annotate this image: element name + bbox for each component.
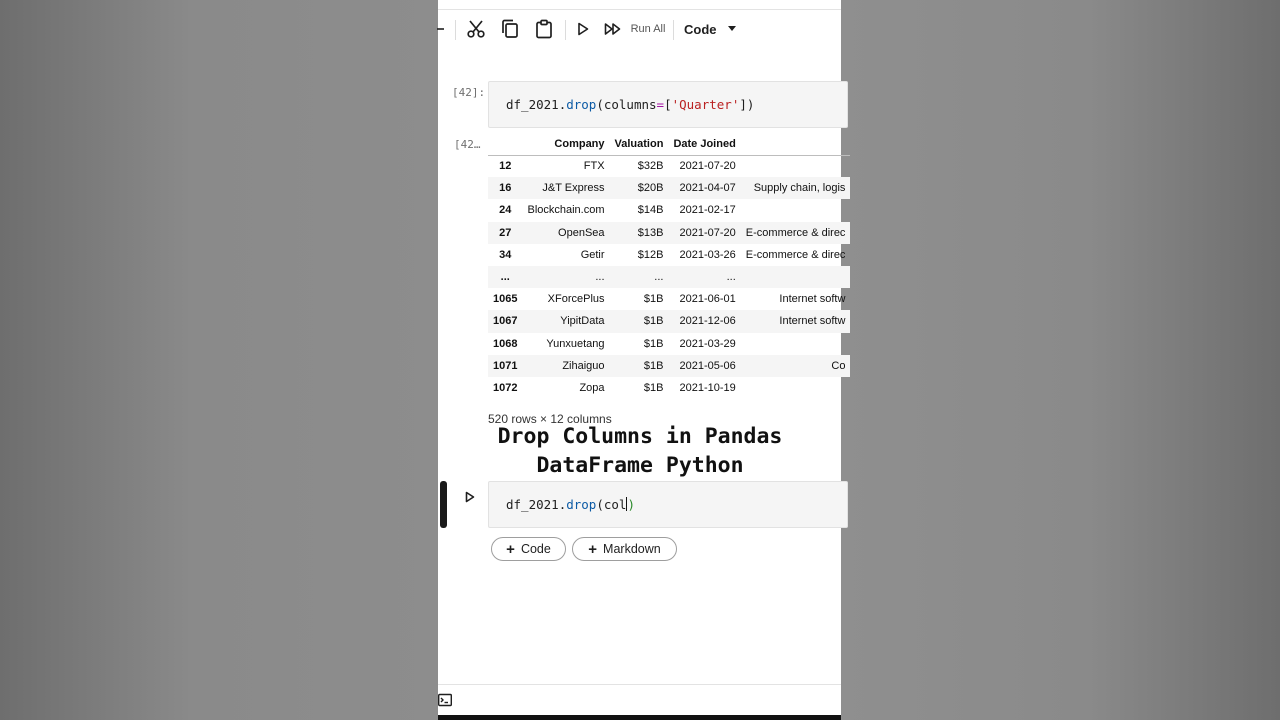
row-index: 16 (499, 182, 512, 195)
status-bar-border (438, 684, 841, 685)
company-cell: FTX (583, 160, 605, 173)
table-row (488, 377, 850, 399)
code-bracket: [ (664, 97, 672, 112)
add-code-label: Code (520, 542, 551, 556)
code-function: drop (566, 97, 597, 112)
code-variable: df_2021 (506, 97, 559, 112)
date-joined-cell: 2021-04-07 (679, 182, 736, 195)
truncated-column-cell: Internet softw (779, 293, 846, 306)
code-paren: ( (596, 497, 604, 512)
valuation-cell: $1B (643, 293, 664, 306)
cell-type-label: Code (684, 21, 717, 37)
row-index: 1065 (493, 293, 518, 306)
column-header: Company (522, 133, 609, 155)
play-icon[interactable] (574, 10, 592, 48)
valuation-cell: $1B (643, 359, 664, 372)
date-joined-cell: 2021-02-17 (679, 204, 736, 217)
company-cell: Zopa (579, 381, 605, 394)
plus-icon: + (588, 540, 598, 558)
code-line (506, 97, 754, 112)
company-cell: XForcePlus (547, 293, 605, 306)
table-header-row (488, 133, 850, 155)
table-row (488, 177, 850, 199)
active-code-cell-editor[interactable] (488, 481, 848, 528)
date-joined-cell: 2021-07-20 (679, 160, 736, 173)
cell-type-dropdown[interactable] (684, 10, 742, 48)
video-title-overlay (440, 423, 840, 480)
code-paren-close: ) (627, 497, 635, 512)
scissors-icon[interactable] (465, 10, 487, 48)
play-icon (465, 491, 475, 503)
row-index: 34 (499, 248, 512, 261)
date-joined-cell: 2021-03-26 (679, 248, 736, 261)
company-cell: Getir (580, 248, 605, 261)
row-index: 12 (499, 160, 512, 173)
code-dot: . (558, 97, 567, 112)
notebook-toolbar (438, 10, 841, 48)
overlay-title-line: DataFrame Python (536, 452, 744, 478)
company-cell: OpenSea (558, 226, 605, 239)
truncated-column-cell (741, 377, 851, 399)
valuation-cell: $20B (637, 182, 664, 195)
code-variable: df_2021 (506, 497, 559, 512)
code-operator: = (656, 97, 665, 112)
truncated-column-cell: Co (831, 359, 846, 372)
column-header: Date Joined (668, 133, 740, 155)
terminal-icon[interactable] (438, 693, 452, 707)
company-cell: J&T Express (542, 182, 605, 195)
output-prompt: [42… (454, 138, 481, 151)
code-dot: . (558, 497, 567, 512)
valuation-cell: $1B (643, 315, 664, 328)
index-header (488, 133, 522, 155)
run-all-button[interactable]: Run All (630, 23, 666, 35)
truncated-column-cell (741, 266, 851, 288)
table-row (488, 155, 850, 177)
valuation-cell: $1B (643, 381, 664, 394)
truncated-column-cell: E-commerce & direc (745, 248, 846, 261)
code-paren: ( (596, 97, 604, 112)
company-cell: Blockchain.com (527, 204, 605, 217)
company-cell: ... (595, 271, 605, 284)
valuation-cell: $13B (637, 226, 664, 239)
row-index: 1067 (493, 315, 518, 328)
code-line (506, 497, 635, 512)
date-joined-cell: 2021-12-06 (679, 315, 736, 328)
video-bottom-strip (438, 715, 841, 720)
truncated-column-cell (741, 333, 851, 355)
toolbar-separator (455, 20, 456, 40)
overlay-title-line: Drop Columns in Pandas (497, 424, 783, 449)
row-index: 1071 (493, 359, 518, 372)
table-row (488, 333, 850, 355)
input-prompt: [42]: (452, 86, 486, 99)
dataframe-table (488, 133, 850, 399)
company-cell: Yunxuetang (546, 337, 605, 350)
code-argument: columns (603, 97, 657, 112)
valuation-cell: $1B (643, 337, 664, 350)
table-row (488, 355, 850, 377)
company-cell: YipitData (560, 315, 605, 328)
add-markdown-label: Markdown (603, 542, 661, 556)
row-index: 1068 (493, 337, 518, 350)
code-typed-text: col (603, 497, 627, 512)
truncated-column-cell: E-commerce & direc (745, 226, 846, 239)
company-cell: Zihaiguo (562, 359, 605, 372)
caret-down-icon (728, 26, 736, 32)
copy-icon[interactable] (499, 10, 521, 48)
table-row (488, 310, 850, 332)
row-index: 24 (499, 204, 512, 217)
column-header (741, 133, 851, 155)
paste-icon[interactable] (533, 10, 555, 48)
date-joined-cell: 2021-10-19 (679, 381, 736, 394)
truncated-column-cell (741, 199, 851, 221)
table-row (488, 199, 850, 221)
date-joined-cell: 2021-07-20 (679, 226, 736, 239)
date-joined-cell: 2021-03-29 (679, 337, 736, 350)
plus-icon: + (506, 540, 515, 558)
valuation-cell: ... (654, 271, 664, 284)
dataframe-shape: 520 rows × 12 columns (488, 412, 612, 426)
code-bracket-close: ]) (739, 97, 755, 112)
valuation-cell: $12B (637, 248, 664, 261)
date-joined-cell: ... (726, 271, 736, 284)
row-index: ... (500, 271, 510, 284)
table-row (488, 288, 850, 310)
valuation-cell: $14B (637, 204, 664, 217)
code-string: 'Quarter' (671, 97, 740, 112)
row-index: 1072 (493, 381, 518, 394)
add-code-cell-button[interactable] (491, 537, 566, 561)
code-cell-editor[interactable] (488, 81, 848, 128)
notebook-panel (438, 0, 846, 720)
date-joined-cell: 2021-05-06 (679, 359, 736, 372)
partial-toolbar-icon[interactable] (436, 10, 446, 48)
active-cell-indicator (440, 481, 447, 528)
toolbar-separator (565, 20, 566, 40)
run-cell-button[interactable] (460, 487, 480, 507)
table-row (488, 244, 850, 266)
fast-forward-icon[interactable] (603, 10, 623, 48)
valuation-cell: $32B (637, 160, 664, 173)
table-row (488, 266, 850, 288)
code-function: drop (566, 497, 597, 512)
truncated-column-cell: Internet softw (779, 315, 846, 328)
column-header: Valuation (610, 133, 669, 155)
toolbar-separator (673, 20, 674, 40)
add-markdown-cell-button[interactable] (572, 537, 677, 561)
table-row (488, 222, 850, 244)
row-index: 27 (499, 226, 512, 239)
truncated-column-cell (741, 155, 851, 177)
truncated-column-cell: Supply chain, logis (753, 182, 846, 195)
date-joined-cell: 2021-06-01 (679, 293, 736, 306)
